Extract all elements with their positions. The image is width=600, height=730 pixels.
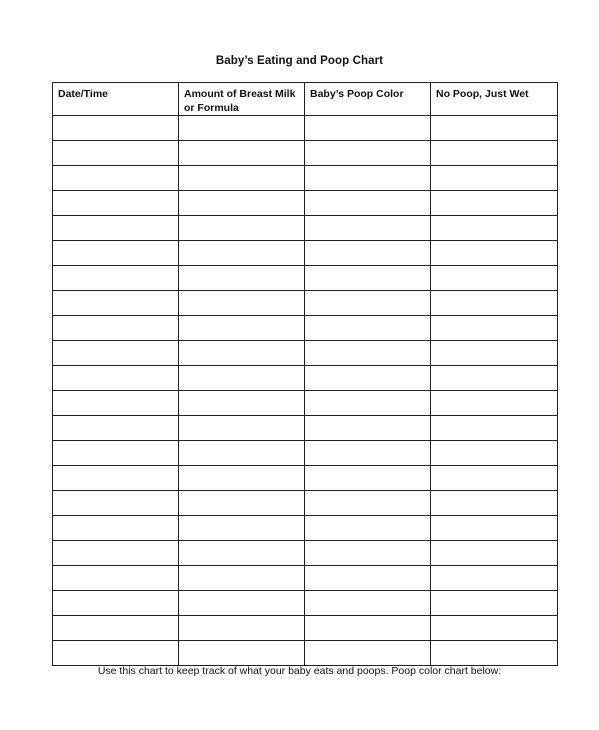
- cell-amount[interactable]: [179, 516, 305, 541]
- cell-amount[interactable]: [179, 116, 305, 141]
- cell-poop-color[interactable]: [305, 641, 431, 666]
- table-row: [53, 116, 558, 141]
- cell-poop-color[interactable]: [305, 166, 431, 191]
- cell-date-time[interactable]: [53, 641, 179, 666]
- cell-amount[interactable]: [179, 241, 305, 266]
- cell-poop-color[interactable]: [305, 266, 431, 291]
- table-row: [53, 391, 558, 416]
- cell-poop-color[interactable]: [305, 591, 431, 616]
- cell-poop-color[interactable]: [305, 466, 431, 491]
- cell-no-poop[interactable]: [431, 391, 558, 416]
- cell-date-time[interactable]: [53, 241, 179, 266]
- table-row: [53, 316, 558, 341]
- cell-amount[interactable]: [179, 416, 305, 441]
- cell-poop-color[interactable]: [305, 391, 431, 416]
- table-row: [53, 141, 558, 166]
- cell-no-poop[interactable]: [431, 441, 558, 466]
- cell-no-poop[interactable]: [431, 541, 558, 566]
- column-header-no-poop: No Poop, Just Wet: [431, 83, 558, 116]
- table-row: [53, 191, 558, 216]
- table-row: [53, 166, 558, 191]
- cell-date-time[interactable]: [53, 466, 179, 491]
- table-row: [53, 616, 558, 641]
- cell-amount[interactable]: [179, 541, 305, 566]
- cell-amount[interactable]: [179, 491, 305, 516]
- cell-amount[interactable]: [179, 616, 305, 641]
- page-title: Baby’s Eating and Poop Chart: [215, 55, 384, 67]
- cell-no-poop[interactable]: [431, 241, 558, 266]
- cell-poop-color[interactable]: [305, 441, 431, 466]
- table-row: [53, 491, 558, 516]
- cell-poop-color[interactable]: [305, 191, 431, 216]
- table-row: [53, 441, 558, 466]
- cell-date-time[interactable]: [53, 291, 179, 316]
- cell-poop-color[interactable]: [305, 141, 431, 166]
- table-row: [53, 341, 558, 366]
- table-row: [53, 266, 558, 291]
- table-row: [53, 641, 558, 666]
- table-row: [53, 366, 558, 391]
- cell-date-time[interactable]: [53, 316, 179, 341]
- cell-amount[interactable]: [179, 366, 305, 391]
- table-header-row: [53, 83, 558, 116]
- cell-poop-color[interactable]: [305, 216, 431, 241]
- cell-date-time[interactable]: [53, 566, 179, 591]
- cell-poop-color[interactable]: [305, 416, 431, 441]
- table-row: [53, 216, 558, 241]
- cell-poop-color[interactable]: [305, 566, 431, 591]
- cell-no-poop[interactable]: [431, 316, 558, 341]
- cell-date-time[interactable]: [53, 491, 179, 516]
- cell-no-poop[interactable]: [431, 516, 558, 541]
- cell-poop-color[interactable]: [305, 316, 431, 341]
- cell-date-time[interactable]: [53, 141, 179, 166]
- cell-date-time[interactable]: [53, 416, 179, 441]
- cell-no-poop[interactable]: [431, 116, 558, 141]
- cell-amount[interactable]: [179, 591, 305, 616]
- cell-date-time[interactable]: [53, 116, 179, 141]
- cell-no-poop[interactable]: [431, 491, 558, 516]
- cell-date-time[interactable]: [53, 441, 179, 466]
- cell-date-time[interactable]: [53, 516, 179, 541]
- cell-poop-color[interactable]: [305, 116, 431, 141]
- cell-no-poop[interactable]: [431, 166, 558, 191]
- column-header-amount: Amount of Breast Milk or Formula: [179, 83, 305, 116]
- cell-date-time[interactable]: [53, 266, 179, 291]
- cell-no-poop[interactable]: [431, 416, 558, 441]
- table-row: [53, 566, 558, 591]
- cell-no-poop[interactable]: [431, 641, 558, 666]
- cell-amount[interactable]: [179, 566, 305, 591]
- cell-amount[interactable]: [179, 316, 305, 341]
- cell-amount[interactable]: [179, 291, 305, 316]
- cell-poop-color[interactable]: [305, 241, 431, 266]
- cell-no-poop[interactable]: [431, 616, 558, 641]
- cell-poop-color[interactable]: [305, 291, 431, 316]
- cell-amount[interactable]: [179, 466, 305, 491]
- cell-no-poop[interactable]: [431, 266, 558, 291]
- cell-no-poop[interactable]: [431, 591, 558, 616]
- cell-poop-color[interactable]: [305, 516, 431, 541]
- cell-no-poop[interactable]: [431, 141, 558, 166]
- cell-date-time[interactable]: [53, 391, 179, 416]
- column-header-poop-color: Baby’s Poop Color: [305, 83, 431, 116]
- cell-no-poop[interactable]: [431, 466, 558, 491]
- table-row: [53, 466, 558, 491]
- cell-poop-color[interactable]: [305, 366, 431, 391]
- cell-date-time[interactable]: [53, 616, 179, 641]
- cell-date-time[interactable]: [53, 541, 179, 566]
- cell-amount[interactable]: [179, 266, 305, 291]
- column-header-date-time: Date/Time: [53, 83, 179, 116]
- cell-amount[interactable]: [179, 341, 305, 366]
- cell-poop-color[interactable]: [305, 491, 431, 516]
- cell-amount[interactable]: [179, 216, 305, 241]
- footer-note: Use this chart to keep track of what your baby eats and poops. Poop color chart below:: [97, 665, 502, 677]
- cell-date-time[interactable]: [53, 366, 179, 391]
- cell-amount[interactable]: [179, 166, 305, 191]
- table-row: [53, 516, 558, 541]
- cell-no-poop[interactable]: [431, 341, 558, 366]
- table-body: [53, 116, 558, 666]
- cell-amount[interactable]: [179, 191, 305, 216]
- cell-no-poop[interactable]: [431, 216, 558, 241]
- cell-date-time[interactable]: [53, 191, 179, 216]
- cell-date-time[interactable]: [53, 216, 179, 241]
- table-row: [53, 541, 558, 566]
- cell-amount[interactable]: [179, 141, 305, 166]
- table-row: [53, 591, 558, 616]
- cell-poop-color[interactable]: [305, 616, 431, 641]
- table-row: [53, 416, 558, 441]
- cell-no-poop[interactable]: [431, 566, 558, 591]
- cell-amount[interactable]: [179, 441, 305, 466]
- table-row: [53, 291, 558, 316]
- cell-date-time[interactable]: [53, 166, 179, 191]
- cell-no-poop[interactable]: [431, 191, 558, 216]
- cell-date-time[interactable]: [53, 591, 179, 616]
- cell-date-time[interactable]: [53, 341, 179, 366]
- cell-amount[interactable]: [179, 391, 305, 416]
- table-row: [53, 241, 558, 266]
- cell-no-poop[interactable]: [431, 366, 558, 391]
- cell-no-poop[interactable]: [431, 291, 558, 316]
- cell-poop-color[interactable]: [305, 541, 431, 566]
- cell-amount[interactable]: [179, 641, 305, 666]
- cell-poop-color[interactable]: [305, 341, 431, 366]
- tracking-table: [52, 82, 558, 666]
